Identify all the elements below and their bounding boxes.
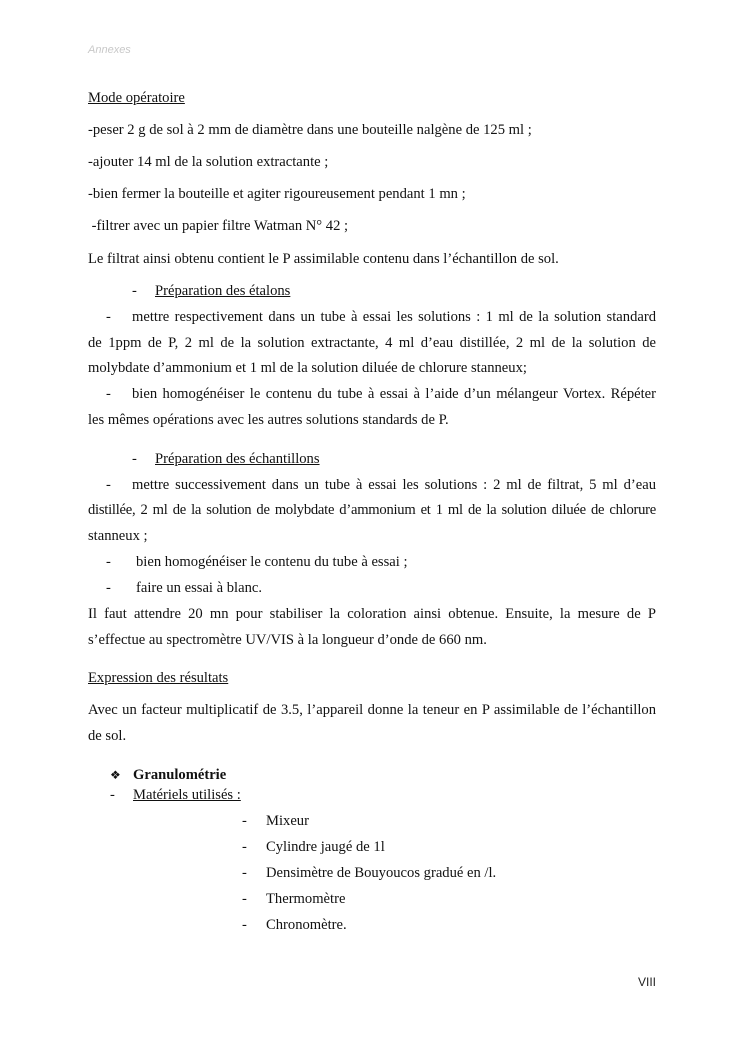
list-item: bien homogénéiser le contenu du tube à essai ; [136, 554, 408, 570]
list-item: faire un essai à blanc. [136, 580, 263, 596]
list-dash: - [106, 580, 111, 596]
list-dash: - [106, 309, 111, 325]
subsection-title-echantillons: Préparation des échantillons [155, 451, 320, 467]
diamond-bullet-icon: ❖ [110, 768, 121, 782]
paragraph-line: les mêmes opérations avec les autres solutions standards de P. [88, 412, 449, 428]
section-title-granulometrie: Granulométrie [133, 767, 227, 783]
material-item: Cylindre jaugé de 1l [266, 839, 385, 855]
step: -peser 2 g de sol à 2 mm de diamètre dans une bouteille nalgène de 125 ml ; [88, 122, 532, 138]
paragraph-line: s’effectue au spectromètre UV/VIS à la longueur d’onde de 660 nm. [88, 632, 487, 648]
paragraph-line: distillée, 2 ml de la solution de molybdate d’ammonium et 1 ml de la solution diluée de chlorure [88, 502, 656, 518]
list-dash: - [242, 865, 247, 881]
material-item: Chronomètre. [266, 917, 347, 933]
step: -ajouter 14 ml de la solution extractante ; [88, 154, 329, 170]
list-dash: - [242, 839, 247, 855]
section-title-expression: Expression des résultats [88, 670, 229, 686]
step: -filtrer avec un papier filtre Watman N° 42 ; [88, 218, 349, 234]
paragraph: Le filtrat ainsi obtenu contient le P assimilable contenu dans l’échantillon de sol. [88, 251, 559, 267]
paragraph-line: Avec un facteur multiplicatif de 3.5, l’appareil donne la teneur en P assimilable de l’échantillon [88, 702, 656, 718]
material-item: Mixeur [266, 813, 309, 829]
paragraph-line: Il faut attendre 20 mn pour stabiliser la coloration ainsi obtenue. Ensuite, la mesure de P [88, 606, 656, 622]
material-item: Thermomètre [266, 891, 346, 907]
list-dash: - [242, 917, 247, 933]
list-dash: - [132, 283, 137, 299]
list-dash: - [242, 813, 247, 829]
paragraph-line: bien homogénéiser le contenu du tube à essai à l’aide d’un mélangeur Vortex. Répéter [132, 386, 656, 402]
step: -bien fermer la bouteille et agiter rigoureusement pendant 1 mn ; [88, 186, 466, 202]
paragraph-line: stanneux ; [88, 528, 148, 544]
material-item: Densimètre de Bouyoucos gradué en /l. [266, 865, 497, 881]
paragraph-line: de sol. [88, 728, 127, 744]
paragraph-line: molybdate d’ammonium et 1 ml de la solution diluée de chlorure stanneux; [88, 360, 527, 376]
list-dash: - [132, 451, 137, 467]
subsection-title-etalons: Préparation des étalons [155, 283, 291, 299]
paragraph-line: de 1ppm de P, 2 ml de la solution extractante, 4 ml d’eau distillée, 2 ml de la solution de [88, 335, 656, 351]
materials-title: Matériels utilisés : [133, 787, 241, 803]
list-dash: - [106, 386, 111, 402]
section-title-mode: Mode opératoire [88, 90, 185, 106]
list-dash: - [106, 554, 111, 570]
list-dash: - [242, 891, 247, 907]
paragraph-line: mettre successivement dans un tube à essai les solutions : 2 ml de filtrat, 5 ml d’eau [132, 477, 656, 493]
paragraph-line: mettre respectivement dans un tube à essai les solutions : 1 ml de la solution standard [132, 309, 656, 325]
page-number: VIII [638, 975, 657, 989]
list-dash: - [110, 787, 115, 803]
running-header: Annexes [88, 44, 131, 56]
list-dash: - [106, 477, 111, 493]
